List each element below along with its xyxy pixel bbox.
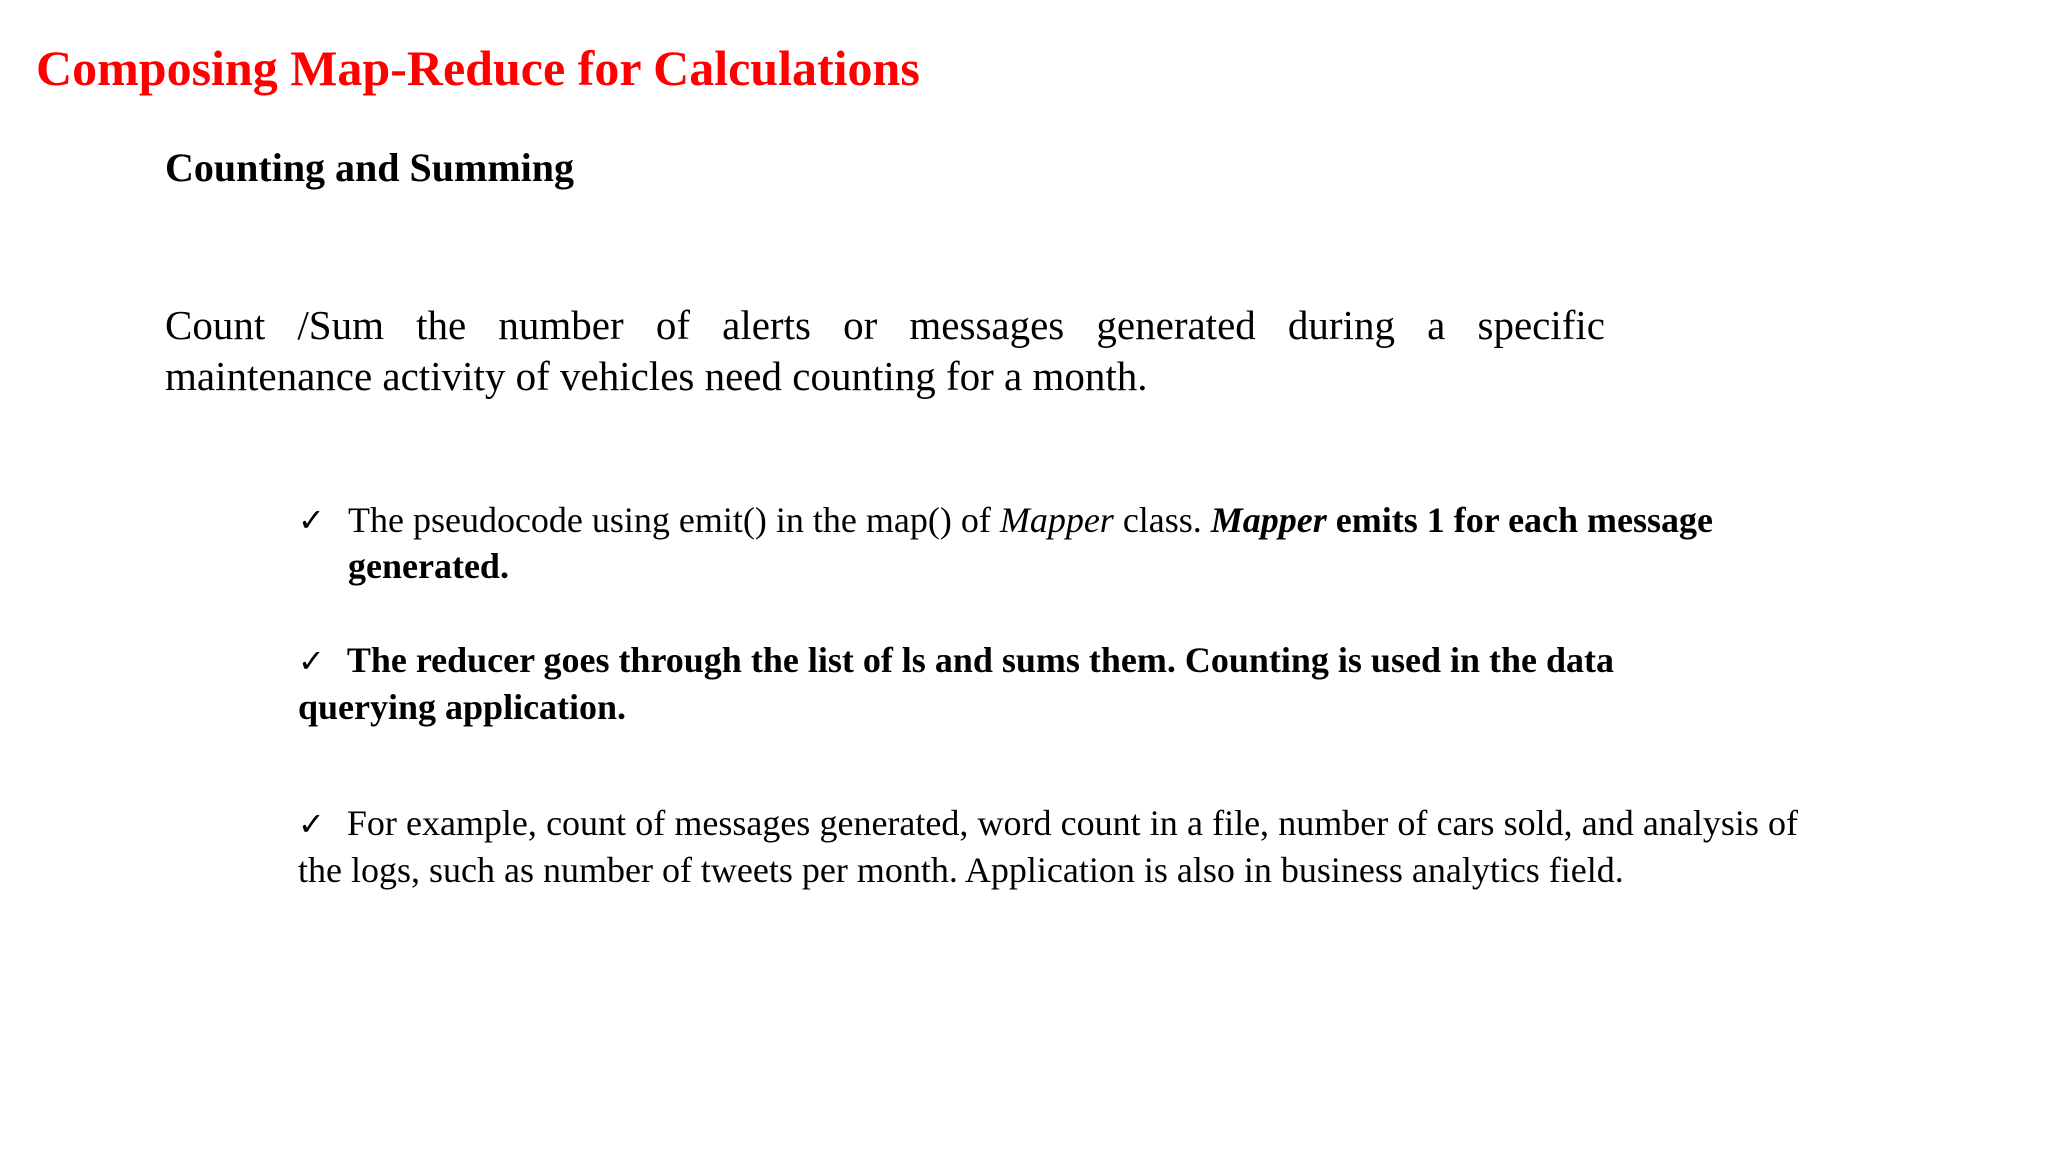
bullet-text-bold: emits 1 for each message generated. xyxy=(348,500,1714,586)
bullet-text-part: The pseudocode using emit() in the map() of xyxy=(348,500,1000,540)
bullet-item-pseudocode xyxy=(298,497,1718,589)
bullet-item-reducer xyxy=(298,637,1758,730)
slide-title: Composing Map-Reduce for Calculations xyxy=(36,40,920,96)
intro-line-2: maintenance activity of vehicles need counting for a month. xyxy=(165,353,1148,399)
intro-line-1: Count /Sum the number of alerts or messages generated during a specific xyxy=(165,302,1605,348)
bullet-text: The reducer goes through the list of ls and sums them. Counting is used in the data querying application. xyxy=(298,640,1614,727)
mapper-italic: Mapper xyxy=(999,500,1114,540)
intro-paragraph xyxy=(165,300,1605,402)
mapper-bold-italic: Mapper xyxy=(1210,500,1327,540)
section-subtitle: Counting and Summing xyxy=(165,145,575,190)
bullet-text: For example, count of messages generated, word count in a file, number of cars sold, and analysis of the logs, such as number of tweets per month. Application is also in business analytics field. xyxy=(298,803,1798,890)
checkmark-icon: ✓ xyxy=(298,805,325,843)
bullet-item-example xyxy=(298,800,1798,893)
checkmark-icon: ✓ xyxy=(298,642,325,680)
checkmark-icon: ✓ xyxy=(298,501,325,539)
bullet-text-part: class. xyxy=(1113,500,1211,540)
bullet-text xyxy=(348,497,1718,589)
